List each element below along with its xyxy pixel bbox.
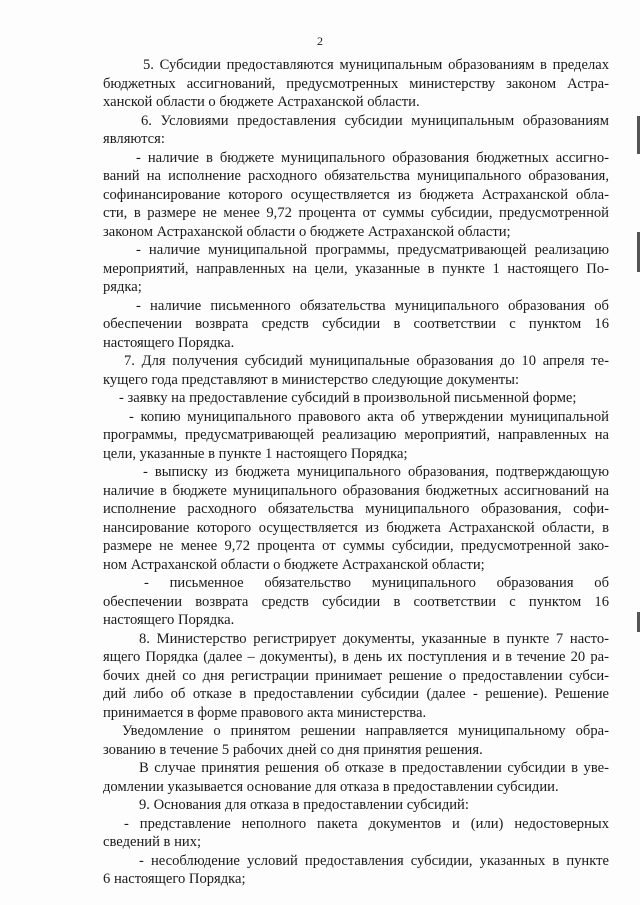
text-line: размере не менее 9,72 процента от суммы субсидии, предусмотренной зако- (103, 538, 609, 554)
page-number: 2 (317, 34, 323, 48)
text-line: В случае принятия решения об отказе в предоставлении субсидии в уве- (139, 760, 609, 776)
text-line: Уведомление о принятом решении направляется муниципальному обра- (122, 723, 609, 739)
text-line: нансирование которого осуществляется из бюджета Астраханской области, в (103, 519, 609, 536)
text-line: законом Астраханской области о бюджете Астраханской области; (103, 223, 511, 240)
text-line: сти, в размере не менее 9,72 процента от суммы субсидии, предусмотренной (103, 205, 609, 221)
text-line: софинансирование которого осуществляется из бюджета Астраханской обла- (103, 186, 609, 203)
text-line: обеспечении возврата средств субсидии в соответствии с пунктом 16 (103, 593, 609, 610)
text-line: являются: (103, 131, 165, 147)
text-line: кущего года представляют в министерство следующие документы: (103, 371, 520, 388)
text-line: - наличие в бюджете муниципального образования бюджетных ассигно- (136, 149, 609, 166)
text-line: 7. Для получения субсидий муниципальные образования до 10 апреля те- (124, 353, 609, 369)
text-line: - выписку из бюджета муниципального образования, подтверждающую (143, 464, 609, 480)
text-line: 6. Условиями предоставления субсидии муниципальным образованиям (141, 112, 609, 129)
text-line: - наличие письменного обязательства муниципального образования об (136, 297, 609, 314)
text-line: 6 настоящего Порядка; (103, 871, 246, 887)
text-line: зованию в течение 5 рабочих дней со дня принятия решения. (103, 741, 483, 758)
text-line: ханской области о бюджете Астраханской области. (103, 94, 420, 110)
text-line: дий либо об отказе в предоставлении субсидии (далее - решение). Решение (103, 686, 609, 702)
text-line: - заявку на предоставление субсидий в произвольной письменной форме; (119, 390, 577, 406)
text-line: бочих дней со дня регистрации принимает решение о предоставлении субси- (103, 667, 609, 684)
text-line: настоящего Порядка. (103, 612, 235, 628)
text-line: программы, предусматривающей реализацию мероприятий, направленных на (103, 427, 609, 443)
text-line: исполнение расходного обязательства муниципального образования, софи- (103, 501, 609, 517)
text-line: мероприятий, направленных на цели, указанные в пункте 1 настоящего По- (103, 260, 609, 277)
text-line: 5. Субсидии предоставляются муниципальным образованиям в пределах (143, 57, 609, 73)
text-line: ящего Порядка (далее – документы), в день их поступления и в течение 20 ра- (103, 649, 609, 665)
text-line: - письменное обязательство муниципального образования об (144, 575, 609, 591)
text-line: - копию муниципального правового акта об утверждении муниципальной (129, 408, 609, 425)
text-line: - наличие муниципальной программы, предусматривающей реализацию (136, 242, 609, 258)
text-line: 9. Основания для отказа в предоставлении субсидий: (139, 797, 469, 813)
text-line: ном Астраханской области о бюджете Астраханской области; (103, 556, 485, 573)
text-line: домлении указывается основание для отказа в предоставлении субсидии. (103, 778, 559, 795)
text-line: рядка; (103, 279, 142, 295)
text-line: наличие в бюджете муниципального образования бюджетных ассигнований на (103, 482, 609, 499)
text-line: бюджетных ассигнований, предусмотренных министерству законом Астра- (103, 75, 609, 92)
text-line: принимается в форме правового акта министерства. (103, 704, 427, 721)
text-line: 8. Министерство регистрирует документы, указанные в пункте 7 насто- (139, 630, 609, 647)
text-line: сведений в них; (103, 834, 202, 850)
text-line: обеспечении возврата средств субсидии в соответствии с пунктом 16 (103, 316, 609, 332)
document-body (103, 56, 609, 889)
text-line: - представление неполного пакета документов и (или) недостоверных (124, 815, 609, 832)
text-line: - несоблюдение условий предоставления субсидии, указанных в пункте (139, 852, 609, 869)
text-line: цели, указанные в пункте 1 настоящего Порядка; (103, 445, 408, 462)
text-line: ваний на исполнение расходного обязательства муниципального образования, (103, 168, 609, 184)
text-line: настоящего Порядка. (103, 334, 235, 351)
